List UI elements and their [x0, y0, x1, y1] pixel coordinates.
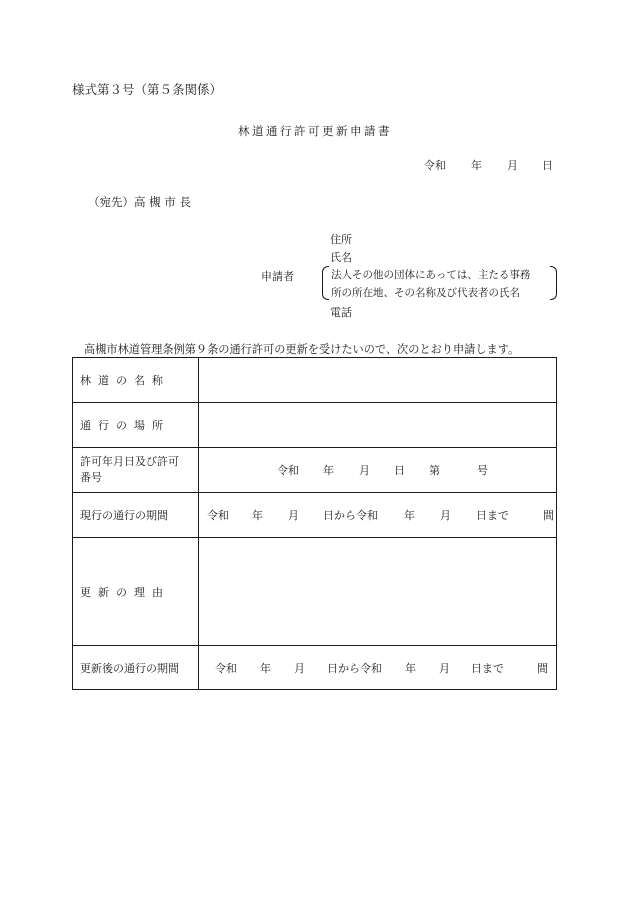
- applicant-note-line2: 所の所在地、その名称及び代表者の氏名: [331, 287, 520, 299]
- date-month: 月: [507, 159, 518, 172]
- reason-field[interactable]: [199, 538, 557, 646]
- applicant-name-label: 氏名: [330, 251, 352, 264]
- road-name-field[interactable]: [199, 358, 557, 403]
- row-road-name: [73, 358, 557, 403]
- application-table: [72, 357, 557, 690]
- note-bracket-right: [550, 266, 557, 300]
- date-year: 年: [471, 159, 482, 172]
- row-permit: [73, 448, 557, 493]
- date-day: 日: [542, 159, 553, 172]
- row-new-period: [73, 646, 557, 690]
- applicant-phone-label: 電話: [330, 306, 352, 319]
- applicant-label: 申請者: [261, 270, 294, 283]
- applicant-address-label: 住所: [330, 233, 352, 246]
- location-field[interactable]: [199, 403, 557, 448]
- row-reason: [73, 538, 557, 646]
- current-period-label: 現行の通行の期間: [73, 493, 199, 538]
- form-number: 様式第３号（第５条関係）: [72, 82, 223, 97]
- new-period-field[interactable]: 令和 年 月 日から令和 年 月 日まで 間: [199, 646, 557, 690]
- road-name-label: 林道の名称: [73, 358, 199, 403]
- applicant-note-line1: 法人その他の団体にあっては、主たる事務: [331, 269, 531, 281]
- permit-label: 許可年月日及び許可 番号: [73, 448, 199, 493]
- row-location: [73, 403, 557, 448]
- intro-text: 高槻市林道管理条例第９条の通行許可の更新を受けたいので、次のとおり申請します。: [84, 343, 520, 356]
- note-bracket-left: [322, 266, 329, 300]
- location-label: 通行の場所: [73, 403, 199, 448]
- date-era: 令和: [424, 159, 446, 172]
- document-title: 林道通行許可更新申請書: [238, 124, 392, 138]
- current-period-field[interactable]: 令和 年 月 日から令和 年 月 日まで 間: [199, 493, 557, 538]
- row-current-period: [73, 493, 557, 538]
- permit-field[interactable]: 令和 年 月 日 第 号: [199, 448, 557, 493]
- new-period-label: 更新後の通行の期間: [73, 646, 199, 690]
- addressee: （宛先）高 槻 市 長: [88, 195, 191, 209]
- reason-label: 更新の理由: [73, 538, 199, 646]
